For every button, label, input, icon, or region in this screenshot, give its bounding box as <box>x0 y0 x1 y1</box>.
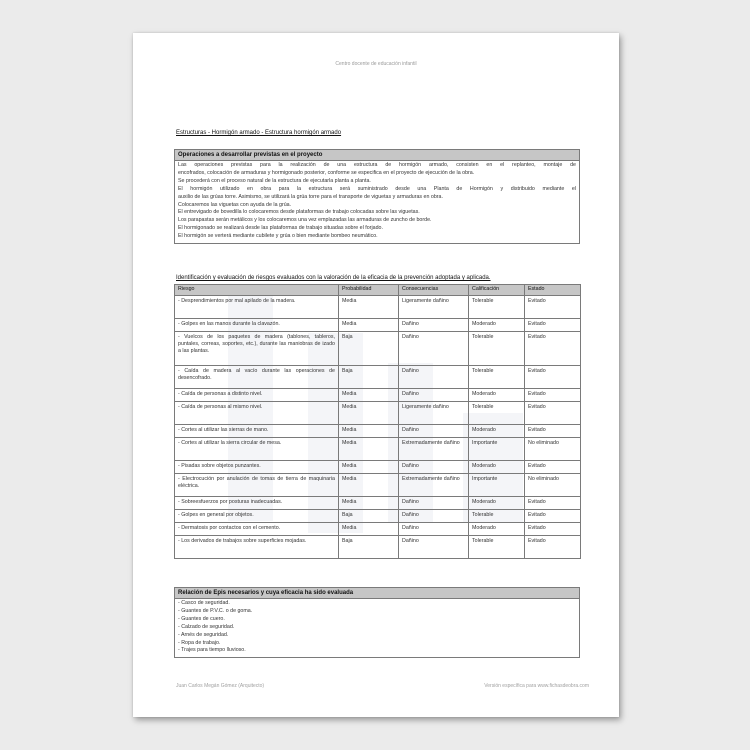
risk-table <box>174 284 581 559</box>
status-cell: Evitado <box>525 523 581 536</box>
list-item: - Guantes de P.V.C. o de goma. <box>178 607 253 614</box>
operations-line: El hormigonado se realizará desde las plataformas de trabajo situadas sobre el forjado. <box>178 225 383 232</box>
status-cell: Evitado <box>525 366 581 389</box>
column-header-consecuencias: Consecuencias <box>399 285 469 296</box>
consequence-cell: Dañino <box>399 425 469 438</box>
probability-cell: Media <box>339 461 399 474</box>
rating-cell: Moderado <box>469 461 525 474</box>
table-row <box>175 296 581 319</box>
probability-cell: Media <box>339 497 399 510</box>
rating-cell: Importante <box>469 438 525 461</box>
rating-cell: Tolerable <box>469 296 525 319</box>
list-item: - Arnés de seguridad. <box>178 631 229 638</box>
operations-line: Colocaremos las viguetas con ayuda de la grúa. <box>178 201 292 208</box>
table-row <box>175 389 581 402</box>
status-cell: Evitado <box>525 536 581 559</box>
risk-cell: - Desprendimientos por mal apilado de la madera. <box>175 296 339 319</box>
column-header-calificacion: Calificación <box>469 285 525 296</box>
consequence-cell: Dañino <box>399 461 469 474</box>
status-cell: Evitado <box>525 425 581 438</box>
consequence-cell: Dañino <box>399 319 469 332</box>
list-item: - Casco de seguridad. <box>178 600 230 606</box>
table-row <box>175 425 581 438</box>
list-item: - Trajes para tiempo lluvioso. <box>178 647 246 654</box>
epis-box <box>174 587 580 658</box>
risk-cell: - Cortes al utilizar las sierras de mano. <box>175 425 339 438</box>
consequence-cell: Dañino <box>399 332 469 366</box>
consequence-cell: Ligeramente dañino <box>399 402 469 425</box>
probability-cell: Media <box>339 474 399 497</box>
operations-heading: Operaciones a desarrollar previstas en el proyecto <box>175 150 579 161</box>
rating-cell: Tolerable <box>469 510 525 523</box>
operations-line: Se procederá con el proceso natural de la estructura de ejecutarla planta a planta. <box>178 177 371 184</box>
consequence-cell: Dañino <box>399 366 469 389</box>
rating-cell: Moderado <box>469 523 525 536</box>
column-header-riesgo: Riesgo <box>175 285 339 296</box>
status-cell: Evitado <box>525 332 581 366</box>
probability-cell: Media <box>339 402 399 425</box>
status-cell: No eliminado <box>525 438 581 461</box>
rating-cell: Moderado <box>469 425 525 438</box>
table-row <box>175 523 581 536</box>
probability-cell: Baja <box>339 332 399 366</box>
operations-line: El hormigón utilizado en obra para la estructura será suministrado desde una Planta de Hormigón y distribuido mediante el <box>178 185 576 192</box>
table-row <box>175 402 581 425</box>
consequence-cell: Dañino <box>399 510 469 523</box>
footer-version: Versión específica para www.fichasdeobra.com <box>484 683 589 689</box>
table-row <box>175 366 581 389</box>
status-cell: Evitado <box>525 319 581 332</box>
operations-line: auxilio de las grúas torre. Asimismo, se utilizará la grúa torre para el transporte de viguetas y armaduras en obra. <box>178 193 443 200</box>
risk-cell: - Cortes al utilizar la sierra circular de mesa. <box>175 438 339 461</box>
rating-cell: Moderado <box>469 497 525 510</box>
rating-cell: Moderado <box>469 389 525 402</box>
risk-cell: - Los derivados de trabajos sobre superficies mojadas. <box>175 536 339 559</box>
consequence-cell: Dañino <box>399 536 469 559</box>
rating-cell: Tolerable <box>469 332 525 366</box>
table-row <box>175 438 581 461</box>
consequence-cell: Dañino <box>399 389 469 402</box>
list-item: - Ropa de trabajo. <box>178 639 221 646</box>
probability-cell: Baja <box>339 536 399 559</box>
section-title: Estructuras - Hormigón armado - Estructura hormigón armado <box>176 130 342 136</box>
rating-cell: Moderado <box>469 319 525 332</box>
list-item: - Calzado de seguridad. <box>178 623 235 630</box>
risk-table-header-row <box>175 285 581 296</box>
consequence-cell: Dañino <box>399 523 469 536</box>
operations-line: encofrados, colocación de armaduras y hormigonado posterior, conforme se especifica en el proyecto de ejecución de la obra. <box>178 169 475 176</box>
status-cell: Evitado <box>525 497 581 510</box>
risk-cell: - Caída de personas a distinto nivel. <box>175 389 339 402</box>
table-row <box>175 461 581 474</box>
probability-cell: Baja <box>339 510 399 523</box>
risk-cell: - Golpes en general por objetos. <box>175 510 339 523</box>
status-cell: Evitado <box>525 461 581 474</box>
probability-cell: Media <box>339 425 399 438</box>
operations-box <box>174 149 580 244</box>
list-item: - Guantes de cuero. <box>178 615 225 622</box>
column-header-estado: Estado <box>525 285 581 296</box>
column-header-probabilidad: Probabilidad <box>339 285 399 296</box>
rating-cell: Importante <box>469 474 525 497</box>
operations-line: Las operaciones previstas para la realización de una estructura de hormigón armado, consisten en el replanteo, montaje de <box>178 162 576 168</box>
risk-cell: - Golpes en las manos durante la clavazón. <box>175 319 339 332</box>
status-cell: Evitado <box>525 510 581 523</box>
consequence-cell: Extremadamente dañino <box>399 474 469 497</box>
status-cell: No eliminado <box>525 474 581 497</box>
risk-cell: - Sobreesfuerzos por posturas inadecuadas. <box>175 497 339 510</box>
risk-cell: - Dermatosis por contactos con el cemento. <box>175 523 339 536</box>
risk-cell: - Caída de madera al vacío durante las operaciones de desencofrado. <box>175 366 339 389</box>
table-row <box>175 510 581 523</box>
table-row <box>175 497 581 510</box>
document-page <box>133 33 619 717</box>
epis-heading: Relación de Epis necesarios y cuya eficacia ha sido evaluada <box>175 588 579 599</box>
table-row <box>175 332 581 366</box>
probability-cell: Media <box>339 438 399 461</box>
probability-cell: Baja <box>339 366 399 389</box>
probability-cell: Media <box>339 319 399 332</box>
table-row <box>175 319 581 332</box>
probability-cell: Media <box>339 523 399 536</box>
status-cell: Evitado <box>525 402 581 425</box>
epis-list <box>175 599 579 657</box>
rating-cell: Tolerable <box>469 402 525 425</box>
footer-author: Juan Carlos Megán Gómez (Arquitecto) <box>176 683 265 689</box>
table-row <box>175 536 581 559</box>
risk-cell: - Vuelcos de los paquetes de madera (tablones, tableros, puntales, correas, soportes, etc.), durante las maniobras de izado a las plantas. <box>175 332 339 366</box>
probability-cell: Media <box>339 296 399 319</box>
status-cell: Evitado <box>525 296 581 319</box>
operations-line: Los parapastas serán metálicos y los colocaremos una vez emplazadas las armaduras de zuncho de borde. <box>178 217 432 224</box>
consequence-cell: Extremadamente dañino <box>399 438 469 461</box>
probability-cell: Media <box>339 389 399 402</box>
operations-line: El entrevigado de bovedilla lo colocaremos desde plataformas de trabajo colocadas sobre las viguetas. <box>178 209 420 216</box>
operations-line: El hormigón se verterá mediante cubilete y grúa o bien mediante bombeo neumático. <box>178 233 378 240</box>
rating-cell: Tolerable <box>469 536 525 559</box>
rating-cell: Tolerable <box>469 366 525 389</box>
table-row <box>175 474 581 497</box>
status-cell: Evitado <box>525 389 581 402</box>
risk-cell: - Pisadas sobre objetos punzantes. <box>175 461 339 474</box>
page-header: Centro docente de educación infantil <box>335 61 417 67</box>
risk-cell: - Caída de personas al mismo nivel. <box>175 402 339 425</box>
consequence-cell: Ligeramente dañino <box>399 296 469 319</box>
risk-table-title: Identificación y evaluación de riesgos evaluados con la valoración de la eficacia de la prevención adoptada y aplicada. <box>176 275 491 281</box>
operations-body <box>175 161 579 243</box>
consequence-cell: Dañino <box>399 497 469 510</box>
risk-cell: - Electrocución por anulación de tomas de tierra de maquinaria eléctrica. <box>175 474 339 497</box>
